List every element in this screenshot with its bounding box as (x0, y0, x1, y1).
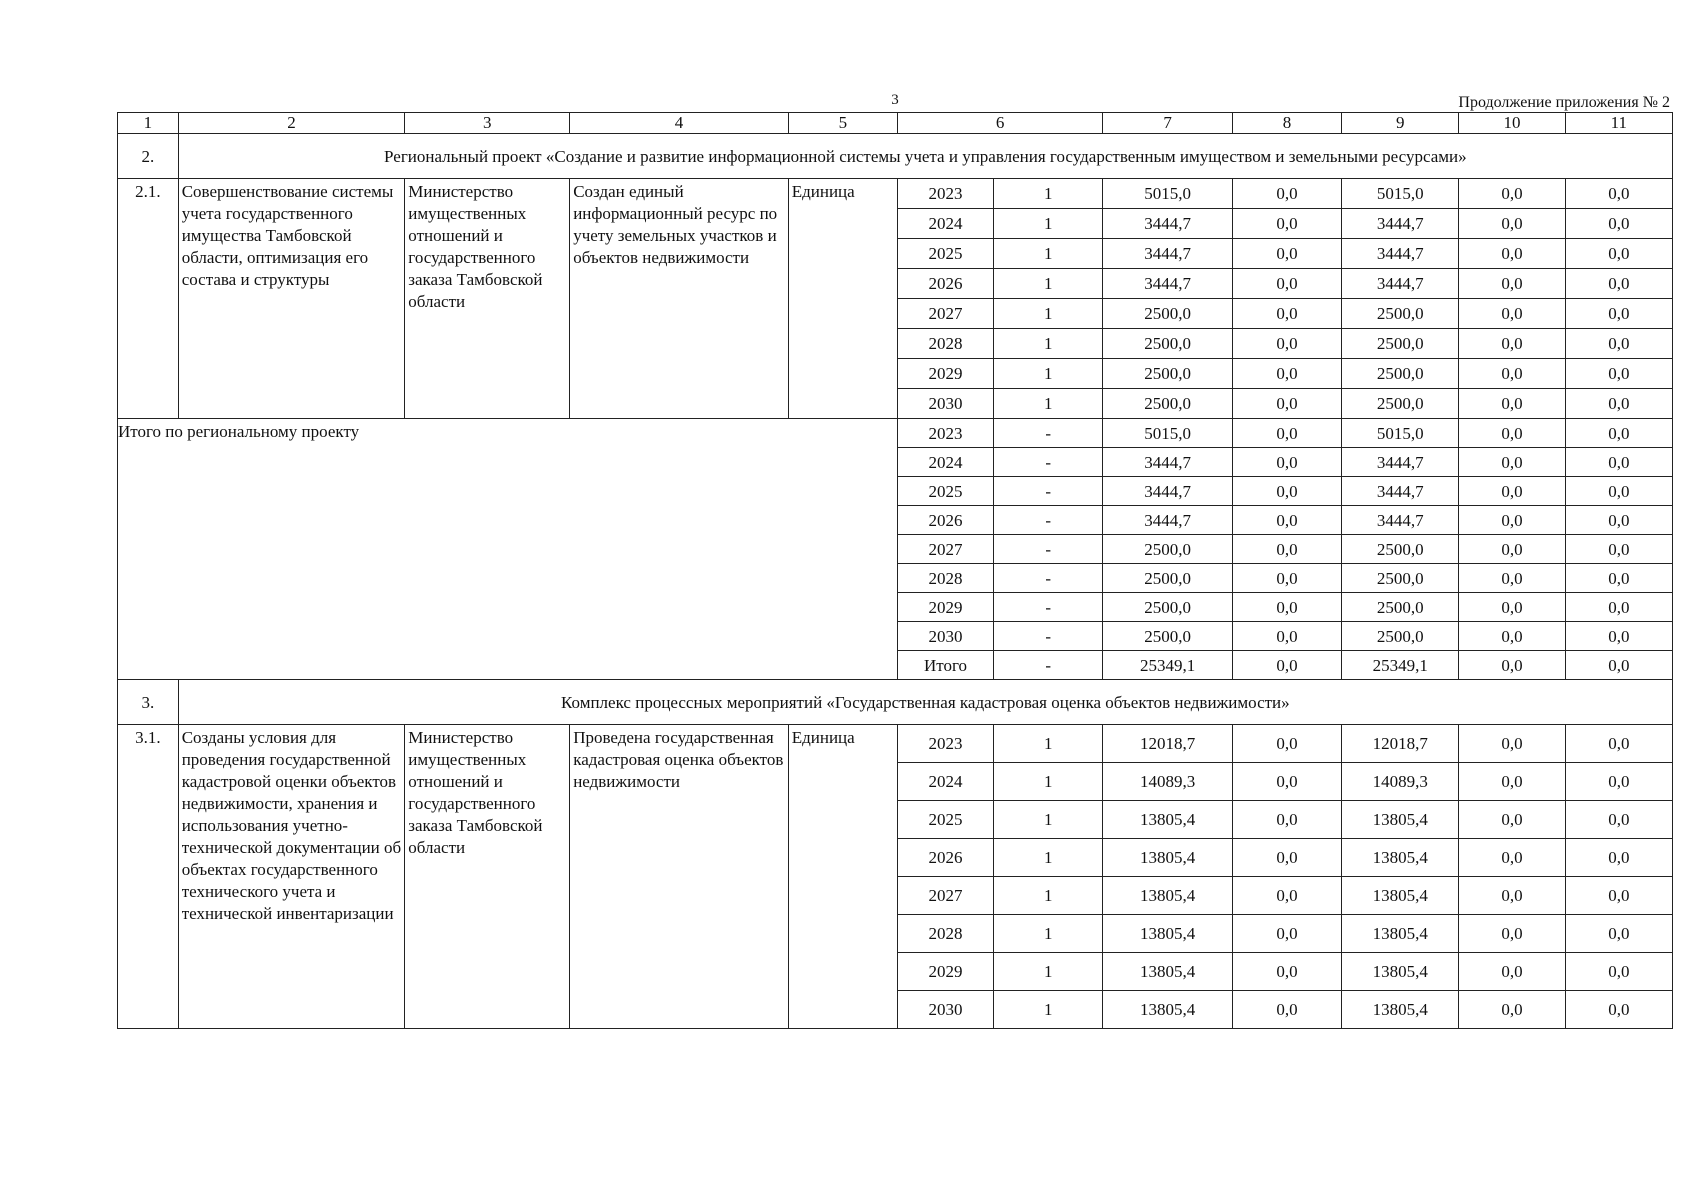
item-name: Совершенствование системы учета государственного имущества Тамбовской области, оптимизация его состава и структуры (178, 179, 405, 419)
quantity-cell: 1 (994, 299, 1103, 329)
year-cell: 2023 (897, 419, 993, 448)
regional-budget-cell: 3444,7 (1342, 269, 1459, 299)
quantity-cell: 1 (994, 329, 1103, 359)
section-number: 3. (118, 680, 179, 725)
municipal-budget-cell: 0,0 (1459, 209, 1565, 239)
municipal-budget-cell: 0,0 (1459, 359, 1565, 389)
municipal-budget-cell: 0,0 (1459, 915, 1565, 953)
quantity-cell: - (994, 477, 1103, 506)
municipal-budget-cell: 0,0 (1459, 564, 1565, 593)
federal-budget-cell: 0,0 (1232, 839, 1341, 877)
section-title: Региональный проект «Создание и развитие информационной системы учета и управления государственным имуществом и земельными ресурсами» (178, 134, 1672, 179)
federal-budget-cell: 0,0 (1232, 953, 1341, 991)
other-sources-cell: 0,0 (1565, 389, 1672, 419)
quantity-cell: - (994, 535, 1103, 564)
total-funding-cell: 13805,4 (1103, 953, 1232, 991)
other-sources-cell: 0,0 (1565, 763, 1672, 801)
quantity-cell: 1 (994, 239, 1103, 269)
federal-budget-cell: 0,0 (1232, 448, 1341, 477)
regional-budget-cell: 14089,3 (1342, 763, 1459, 801)
total-funding-cell: 3444,7 (1103, 477, 1232, 506)
year-cell: 2027 (897, 535, 993, 564)
federal-budget-cell: 0,0 (1232, 299, 1341, 329)
federal-budget-cell: 0,0 (1232, 389, 1341, 419)
quantity-cell: 1 (994, 839, 1103, 877)
year-cell: 2026 (897, 506, 993, 535)
year-cell: 2023 (897, 725, 993, 763)
regional-budget-cell: 2500,0 (1342, 299, 1459, 329)
other-sources-cell: 0,0 (1565, 448, 1672, 477)
column-number: 3 (405, 113, 570, 134)
item-executor: Министерство имущественных отношений и государственного заказа Тамбовской области (405, 179, 570, 419)
other-sources-cell: 0,0 (1565, 419, 1672, 448)
section-header-row (118, 680, 1673, 725)
municipal-budget-cell: 0,0 (1459, 801, 1565, 839)
total-funding-cell: 3444,7 (1103, 506, 1232, 535)
total-funding-cell: 12018,7 (1103, 725, 1232, 763)
total-funding-cell: 13805,4 (1103, 839, 1232, 877)
section-title: Комплекс процессных мероприятий «Государственная кадастровая оценка объектов недвижимости» (178, 680, 1672, 725)
quantity-cell: - (994, 419, 1103, 448)
regional-budget-cell: 2500,0 (1342, 389, 1459, 419)
municipal-budget-cell: 0,0 (1459, 877, 1565, 915)
year-cell: 2024 (897, 763, 993, 801)
table-row (118, 725, 1673, 763)
quantity-cell: 1 (994, 953, 1103, 991)
quantity-cell: - (994, 448, 1103, 477)
budget-table (117, 112, 1673, 1029)
other-sources-cell: 0,0 (1565, 953, 1672, 991)
appendix-continuation-label: Продолжение приложения № 2 (1458, 94, 1670, 111)
regional-budget-cell: 2500,0 (1342, 359, 1459, 389)
item-number: 3.1. (118, 725, 179, 1029)
total-funding-cell: 5015,0 (1103, 419, 1232, 448)
column-number: 9 (1342, 113, 1459, 134)
quantity-cell: 1 (994, 209, 1103, 239)
federal-budget-cell: 0,0 (1232, 801, 1341, 839)
federal-budget-cell: 0,0 (1232, 991, 1341, 1029)
regional-budget-cell: 3444,7 (1342, 477, 1459, 506)
other-sources-cell: 0,0 (1565, 329, 1672, 359)
quantity-cell: - (994, 622, 1103, 651)
other-sources-cell: 0,0 (1565, 506, 1672, 535)
quantity-cell: 1 (994, 801, 1103, 839)
federal-budget-cell: 0,0 (1232, 209, 1341, 239)
federal-budget-cell: 0,0 (1232, 564, 1341, 593)
municipal-budget-cell: 0,0 (1459, 622, 1565, 651)
other-sources-cell: 0,0 (1565, 359, 1672, 389)
year-cell: 2024 (897, 448, 993, 477)
total-funding-cell: 13805,4 (1103, 915, 1232, 953)
federal-budget-cell: 0,0 (1232, 725, 1341, 763)
regional-budget-cell: 13805,4 (1342, 953, 1459, 991)
federal-budget-cell: 0,0 (1232, 915, 1341, 953)
section-number: 2. (118, 134, 179, 179)
total-funding-cell: 3444,7 (1103, 239, 1232, 269)
regional-budget-cell: 3444,7 (1342, 209, 1459, 239)
column-number: 2 (178, 113, 405, 134)
regional-budget-cell: 5015,0 (1342, 419, 1459, 448)
federal-budget-cell: 0,0 (1232, 329, 1341, 359)
total-funding-cell: 13805,4 (1103, 991, 1232, 1029)
year-cell: 2026 (897, 839, 993, 877)
year-cell: 2030 (897, 622, 993, 651)
regional-budget-cell: 13805,4 (1342, 915, 1459, 953)
municipal-budget-cell: 0,0 (1459, 593, 1565, 622)
municipal-budget-cell: 0,0 (1459, 239, 1565, 269)
column-number-row (118, 113, 1673, 134)
total-funding-cell: 2500,0 (1103, 329, 1232, 359)
federal-budget-cell: 0,0 (1232, 877, 1341, 915)
other-sources-cell: 0,0 (1565, 991, 1672, 1029)
total-funding-cell: 14089,3 (1103, 763, 1232, 801)
total-funding-cell: 25349,1 (1103, 651, 1232, 680)
year-cell: 2026 (897, 269, 993, 299)
regional-budget-cell: 13805,4 (1342, 877, 1459, 915)
total-funding-cell: 13805,4 (1103, 877, 1232, 915)
municipal-budget-cell: 0,0 (1459, 448, 1565, 477)
total-funding-cell: 2500,0 (1103, 299, 1232, 329)
other-sources-cell: 0,0 (1565, 239, 1672, 269)
quantity-cell: 1 (994, 991, 1103, 1029)
total-row (118, 419, 1673, 448)
total-funding-cell: 2500,0 (1103, 535, 1232, 564)
other-sources-cell: 0,0 (1565, 877, 1672, 915)
municipal-budget-cell: 0,0 (1459, 389, 1565, 419)
municipal-budget-cell: 0,0 (1459, 179, 1565, 209)
other-sources-cell: 0,0 (1565, 269, 1672, 299)
other-sources-cell: 0,0 (1565, 299, 1672, 329)
total-funding-cell: 3444,7 (1103, 269, 1232, 299)
year-cell: 2029 (897, 953, 993, 991)
other-sources-cell: 0,0 (1565, 535, 1672, 564)
year-cell: 2025 (897, 801, 993, 839)
municipal-budget-cell: 0,0 (1459, 506, 1565, 535)
column-number: 6 (897, 113, 1102, 134)
regional-budget-cell: 2500,0 (1342, 593, 1459, 622)
item-result: Создан единый информационный ресурс по учету земельных участков и объектов недвижимости (570, 179, 789, 419)
year-cell: 2025 (897, 239, 993, 269)
quantity-cell: - (994, 593, 1103, 622)
other-sources-cell: 0,0 (1565, 622, 1672, 651)
regional-budget-cell: 3444,7 (1342, 506, 1459, 535)
other-sources-cell: 0,0 (1565, 839, 1672, 877)
municipal-budget-cell: 0,0 (1459, 651, 1565, 680)
federal-budget-cell: 0,0 (1232, 239, 1341, 269)
year-cell: 2024 (897, 209, 993, 239)
column-number: 8 (1232, 113, 1341, 134)
year-cell: Итого (897, 651, 993, 680)
total-funding-cell: 2500,0 (1103, 359, 1232, 389)
item-unit: Единица (788, 179, 897, 419)
quantity-cell: 1 (994, 877, 1103, 915)
section-header-row (118, 134, 1673, 179)
other-sources-cell: 0,0 (1565, 915, 1672, 953)
column-number: 10 (1459, 113, 1565, 134)
year-cell: 2027 (897, 877, 993, 915)
federal-budget-cell: 0,0 (1232, 763, 1341, 801)
federal-budget-cell: 0,0 (1232, 593, 1341, 622)
item-unit: Единица (788, 725, 897, 1029)
municipal-budget-cell: 0,0 (1459, 725, 1565, 763)
year-cell: 2028 (897, 915, 993, 953)
quantity-cell: 1 (994, 269, 1103, 299)
regional-budget-cell: 12018,7 (1342, 725, 1459, 763)
municipal-budget-cell: 0,0 (1459, 269, 1565, 299)
year-cell: 2028 (897, 329, 993, 359)
other-sources-cell: 0,0 (1565, 593, 1672, 622)
municipal-budget-cell: 0,0 (1459, 763, 1565, 801)
total-funding-cell: 5015,0 (1103, 179, 1232, 209)
quantity-cell: - (994, 651, 1103, 680)
regional-budget-cell: 13805,4 (1342, 991, 1459, 1029)
regional-budget-cell: 5015,0 (1342, 179, 1459, 209)
item-name: Созданы условия для проведения государственной кадастровой оценки объектов недвижимости, хранения и использования учетно-технической документации об объектах государственного технического учета и технической инвентаризации (178, 725, 405, 1029)
regional-budget-cell: 2500,0 (1342, 535, 1459, 564)
quantity-cell: 1 (994, 389, 1103, 419)
other-sources-cell: 0,0 (1565, 651, 1672, 680)
quantity-cell: 1 (994, 359, 1103, 389)
municipal-budget-cell: 0,0 (1459, 329, 1565, 359)
other-sources-cell: 0,0 (1565, 801, 1672, 839)
column-number: 7 (1103, 113, 1232, 134)
total-funding-cell: 3444,7 (1103, 209, 1232, 239)
quantity-cell: 1 (994, 179, 1103, 209)
municipal-budget-cell: 0,0 (1459, 419, 1565, 448)
regional-budget-cell: 2500,0 (1342, 564, 1459, 593)
total-funding-cell: 2500,0 (1103, 593, 1232, 622)
other-sources-cell: 0,0 (1565, 564, 1672, 593)
column-number: 11 (1565, 113, 1672, 134)
column-number: 5 (788, 113, 897, 134)
other-sources-cell: 0,0 (1565, 209, 1672, 239)
column-number: 1 (118, 113, 179, 134)
total-funding-cell: 2500,0 (1103, 622, 1232, 651)
regional-budget-cell: 2500,0 (1342, 329, 1459, 359)
federal-budget-cell: 0,0 (1232, 419, 1341, 448)
federal-budget-cell: 0,0 (1232, 622, 1341, 651)
total-funding-cell: 13805,4 (1103, 801, 1232, 839)
year-cell: 2023 (897, 179, 993, 209)
federal-budget-cell: 0,0 (1232, 651, 1341, 680)
item-result: Проведена государственная кадастровая оценка объектов недвижимости (570, 725, 789, 1029)
year-cell: 2030 (897, 389, 993, 419)
other-sources-cell: 0,0 (1565, 477, 1672, 506)
other-sources-cell: 0,0 (1565, 179, 1672, 209)
total-funding-cell: 2500,0 (1103, 564, 1232, 593)
year-cell: 2027 (897, 299, 993, 329)
year-cell: 2030 (897, 991, 993, 1029)
regional-budget-cell: 3444,7 (1342, 448, 1459, 477)
total-funding-cell: 3444,7 (1103, 448, 1232, 477)
table-row (118, 179, 1673, 209)
other-sources-cell: 0,0 (1565, 725, 1672, 763)
federal-budget-cell: 0,0 (1232, 477, 1341, 506)
item-number: 2.1. (118, 179, 179, 419)
federal-budget-cell: 0,0 (1232, 179, 1341, 209)
regional-budget-cell: 2500,0 (1342, 622, 1459, 651)
page-number: 3 (891, 92, 899, 108)
federal-budget-cell: 0,0 (1232, 269, 1341, 299)
regional-budget-cell: 13805,4 (1342, 839, 1459, 877)
federal-budget-cell: 0,0 (1232, 506, 1341, 535)
municipal-budget-cell: 0,0 (1459, 953, 1565, 991)
year-cell: 2025 (897, 477, 993, 506)
regional-budget-cell: 25349,1 (1342, 651, 1459, 680)
municipal-budget-cell: 0,0 (1459, 839, 1565, 877)
municipal-budget-cell: 0,0 (1459, 991, 1565, 1029)
year-cell: 2029 (897, 359, 993, 389)
quantity-cell: 1 (994, 725, 1103, 763)
total-label: Итого по региональному проекту (118, 419, 898, 680)
municipal-budget-cell: 0,0 (1459, 535, 1565, 564)
federal-budget-cell: 0,0 (1232, 535, 1341, 564)
quantity-cell: - (994, 564, 1103, 593)
municipal-budget-cell: 0,0 (1459, 299, 1565, 329)
column-number: 4 (570, 113, 789, 134)
regional-budget-cell: 3444,7 (1342, 239, 1459, 269)
year-cell: 2029 (897, 593, 993, 622)
year-cell: 2028 (897, 564, 993, 593)
quantity-cell: 1 (994, 915, 1103, 953)
federal-budget-cell: 0,0 (1232, 359, 1341, 389)
quantity-cell: - (994, 506, 1103, 535)
regional-budget-cell: 13805,4 (1342, 801, 1459, 839)
item-executor: Министерство имущественных отношений и государственного заказа Тамбовской области (405, 725, 570, 1029)
municipal-budget-cell: 0,0 (1459, 477, 1565, 506)
total-funding-cell: 2500,0 (1103, 389, 1232, 419)
quantity-cell: 1 (994, 763, 1103, 801)
